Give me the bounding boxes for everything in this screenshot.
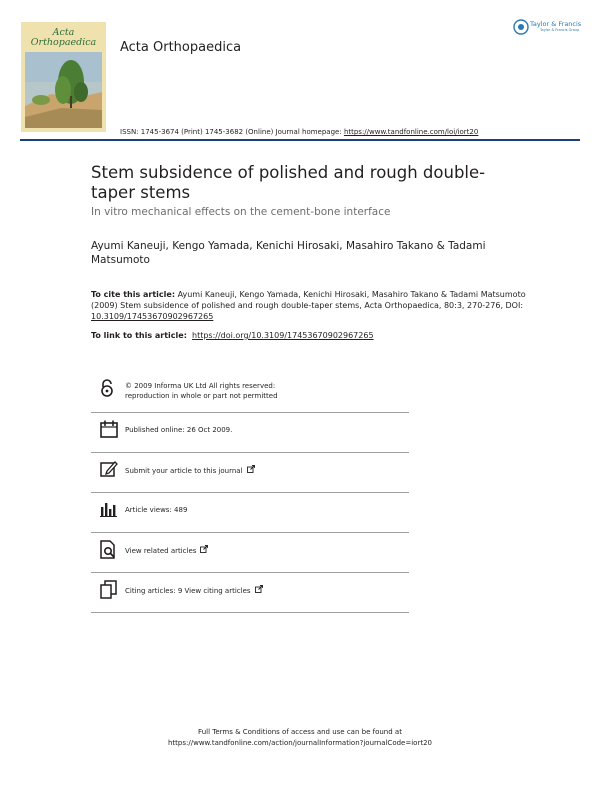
article-subtitle: In vitro mechanical effects on the cement-bone interface [91, 206, 391, 218]
edit-icon [100, 460, 118, 478]
footer-terms-text: Full Terms & Conditions of access and use can be found at [198, 728, 402, 736]
citing-text[interactable]: Citing articles: 9 View citing articles [125, 585, 263, 596]
citing-row[interactable] [91, 572, 409, 613]
related-row[interactable] [91, 532, 409, 573]
submit-row[interactable] [91, 452, 409, 493]
views-row [91, 492, 409, 533]
journal-cover-image [21, 22, 106, 132]
publisher-tagline: Taylor & Francis Group [540, 28, 580, 32]
cover-painting [21, 22, 106, 132]
calendar-icon [100, 420, 118, 438]
header-divider [20, 139, 580, 141]
publisher-name: Taylor & Francis [530, 20, 582, 28]
related-text[interactable]: View related articles [125, 545, 208, 556]
submit-text[interactable]: Submit your article to this journal [125, 465, 255, 476]
journal-name: Acta Orthopaedica [120, 40, 242, 55]
doi-link[interactable]: 10.3109/17453670902967265 [91, 312, 214, 321]
citing-articles-icon [100, 580, 118, 600]
rights-text: © 2009 Informa UK Ltd All rights reserved: reproduction in whole or part not permitted [125, 382, 278, 400]
external-link-icon [247, 465, 255, 473]
rights-row [91, 372, 409, 413]
related-articles-icon [100, 540, 118, 560]
bar-chart-icon [100, 500, 118, 518]
citation-text: Ayumi Kaneuji, Kengo Yamada, Kenichi Hirosaki, Masahiro Takano & Tadami Matsumoto (2009) Stem subsidence of polished and rough double-taper stems, Acta Orthopaedica, 80:3, 270-276, DOI: [91, 290, 526, 310]
open-lock-icon [100, 378, 114, 398]
external-link-icon [255, 585, 263, 593]
issn-line: ISSN: 1745-3674 (Print) 1745-3682 (Online) Journal homepage: https://www.tandfonline.com/loi/iort20 [120, 128, 479, 136]
article-title: Stem subsidence of polished and rough double-taper stems [91, 163, 486, 202]
footer [0, 727, 600, 749]
article-doi-url[interactable]: https://doi.org/10.3109/17453670902967265 [192, 331, 374, 340]
published-text: Published online: 26 Oct 2009. [125, 426, 233, 434]
citation-block [91, 289, 531, 322]
article-link-line [91, 331, 374, 340]
views-text: Article views: 489 [125, 506, 188, 514]
external-link-icon [200, 545, 208, 553]
link-label: To link to this article: [91, 331, 187, 340]
cover-title: Acta Orthopaedica [30, 27, 97, 48]
citation-label: To cite this article: [91, 290, 176, 299]
footer-journal-info-link[interactable]: https://www.tandfonline.com/action/journalInformation?journalCode=iort20 [168, 739, 432, 747]
journal-homepage-link[interactable]: https://www.tandfonline.com/loi/iort20 [343, 128, 479, 136]
published-row [91, 412, 409, 453]
article-authors: Ayumi Kaneuji, Kengo Yamada, Kenichi Hirosaki, Masahiro Takano & Tadami Matsumoto [91, 240, 486, 266]
publisher-logo[interactable] [512, 16, 582, 38]
